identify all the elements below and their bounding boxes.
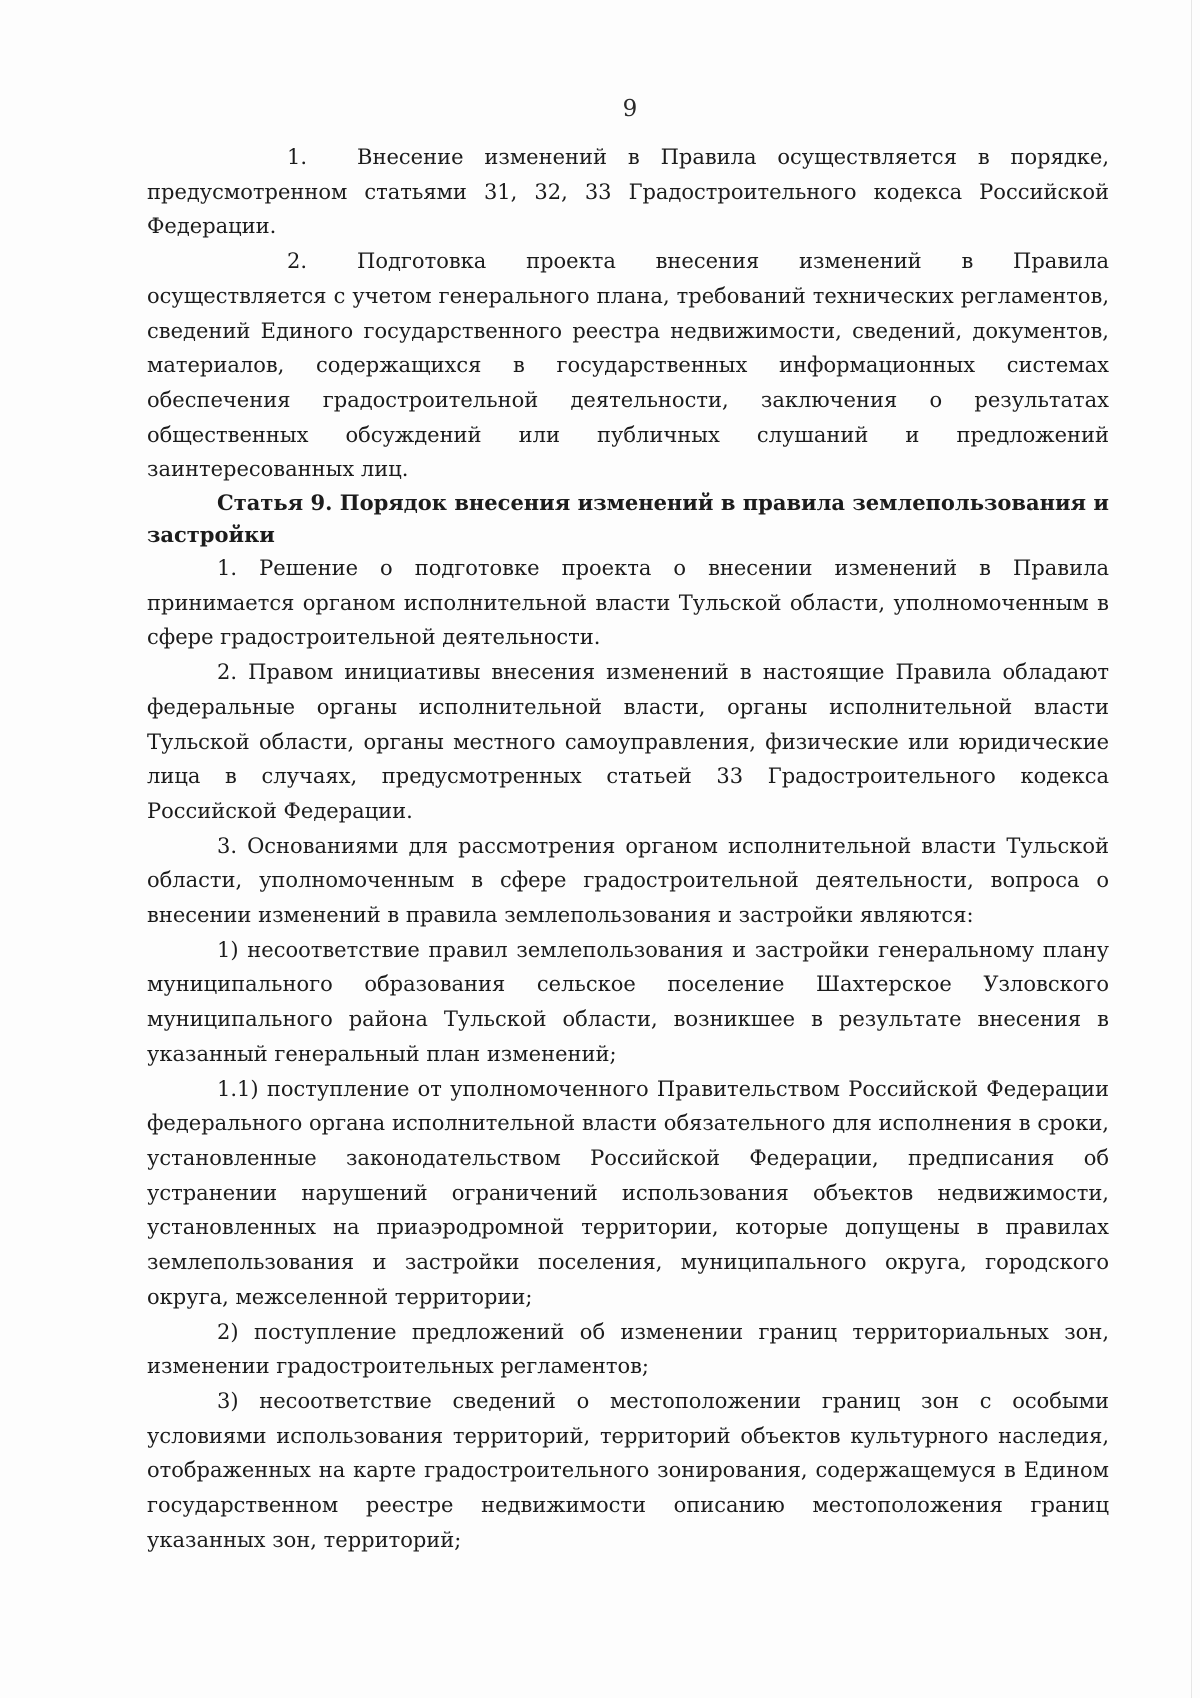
article-paragraph: 3. Основаниями для рассмотрения органом исполнительной власти Тульской области, уполномоченным в сфере градостроительной деятельности, вопроса о внесении изменений в правила землепользования и застройки являются: xyxy=(147,833,1109,928)
article-paragraph: 1. Решение о подготовке проекта о внесении изменений в Правила принимается органом исполнительной власти Тульской области, уполномоченным в сфере градостроительной деятельности. xyxy=(147,556,1109,650)
page-edge-line xyxy=(1191,0,1192,1698)
item-number: 1. xyxy=(287,145,308,169)
paragraph-item-1 xyxy=(147,140,1109,244)
article-paragraph: 2) поступление предложений об изменении границ территориальных зон, изменении градостроительных регламентов; xyxy=(147,1319,1109,1379)
document-body xyxy=(147,140,1109,1557)
item-number: 2. xyxy=(287,249,308,274)
article-paragraph: 3) несоответствие сведений о местоположении границ зон с особыми условиями использования территорий, территорий объектов культурного наследия, отображенных на карте градостроительного зонирования, содержащемуся в Едином государственном реестре недвижимости описанию местоположения границ указанных зон, территорий; xyxy=(147,1388,1109,1552)
item-text: Подготовка проекта внесения изменений в Правила осуществляется с учетом генерального плана, требований технических регламентов, сведений Единого государственного реестра недвижимости, сведений, документов, материалов, содержащихся в государственных информационных системах обеспечения градостроительной деятельности, заключения о результатах общественных обсуждений или публичных слушаний и предложений заинтересованных лиц. xyxy=(147,249,1109,482)
item-text: Внесение изменений в Правила осуществляется в порядке, предусмотренном статьями 31, 32, 33 Градостроительного кодекса Российской Федерации. xyxy=(147,145,1109,239)
paragraph-item-2 xyxy=(147,244,1109,487)
article-paragraph: 1.1) поступление от уполномоченного Правительством Российской Федерации федерального органа исполнительной власти обязательного для исполнения в сроки, установленные законодательством Российской Федерации, предписания об устранении нарушений ограничений использования объектов недвижимости, установленных на приаэродромной территории, которые допущены в правилах землепользования и застройки поселения, муниципального округа, городского округа, межселенной территории; xyxy=(147,1076,1109,1309)
article-heading: Статья 9. Порядок внесения изменений в правила землепользования и застройки xyxy=(147,490,1109,548)
article-paragraph: 1) несоответствие правил землепользования и застройки генеральному плану муниципального образования сельское поселение Шахтерское Узловского муниципального района Тульской области, возникшее в результате внесения в указанный генеральный план изменений; xyxy=(147,937,1109,1066)
article-paragraph: 2. Правом инициативы внесения изменений в настоящие Правила обладают федеральные органы исполнительной власти, органы исполнительной власти Тульской области, органы местного самоуправления, физические или юридические лица в случаях, предусмотренных статьей 33 Градостроительного кодекса Российской Федерации. xyxy=(147,660,1109,823)
page-number: 9 xyxy=(622,96,638,122)
